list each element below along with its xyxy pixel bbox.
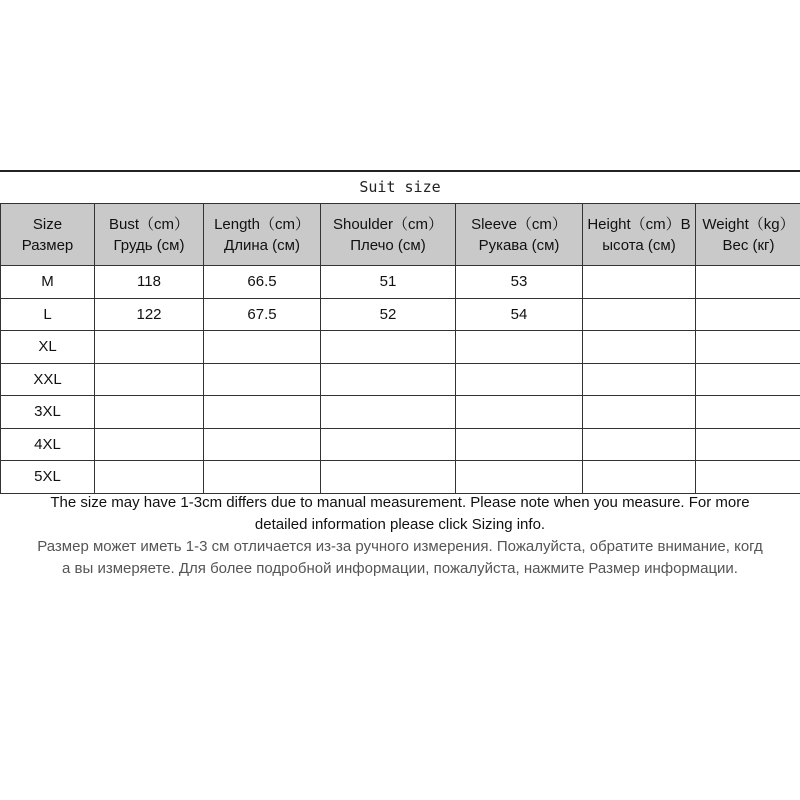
table-cell: 122 (95, 298, 204, 331)
header-label-en: Sleeve（cm） (471, 215, 567, 233)
table-cell (456, 363, 583, 396)
table-cell (696, 363, 800, 396)
table-cell: 5XL (1, 461, 95, 494)
table-row (1, 331, 800, 364)
table-cell: 67.5 (204, 298, 321, 331)
note-line: detailed information please click Sizing info. (254, 516, 546, 533)
table-cell (583, 461, 696, 494)
table-cell (95, 363, 204, 396)
header-label-ru: Вес (кг) (722, 236, 775, 254)
table-cell (583, 298, 696, 331)
table-cell (321, 461, 456, 494)
header-label-en: Height（cm）B (587, 215, 691, 233)
header-cell (95, 204, 204, 266)
table-cell: XXL (1, 363, 95, 396)
table-row (1, 363, 800, 396)
table-cell (95, 396, 204, 429)
table-cell: 53 (456, 266, 583, 299)
table-cell (95, 461, 204, 494)
table-cell (456, 396, 583, 429)
table-cell (95, 331, 204, 364)
table-cell (321, 396, 456, 429)
table-cell: L (1, 298, 95, 331)
header-label-ru: Размер (21, 236, 74, 254)
table-cell (583, 363, 696, 396)
header-cell (583, 204, 696, 266)
table-cell (204, 428, 321, 461)
table-cell: 4XL (1, 428, 95, 461)
table-cell (204, 363, 321, 396)
header-label-ru: Грудь (см) (113, 236, 185, 254)
table-cell (583, 266, 696, 299)
table-cell: M (1, 266, 95, 299)
table-cell (696, 298, 800, 331)
table-row (1, 461, 800, 494)
header-cell (696, 204, 800, 266)
table-row (1, 266, 800, 299)
header-label-en: Bust（cm） (108, 215, 189, 233)
header-label-en: Size (32, 215, 63, 233)
table-cell: 52 (321, 298, 456, 331)
header-label-en: Length（cm） (214, 215, 310, 233)
header-label-ru: Плечо (см) (350, 236, 426, 254)
header-cell (1, 204, 95, 266)
table-cell: 118 (95, 266, 204, 299)
table-cell (321, 331, 456, 364)
table-row (1, 428, 800, 461)
table-cell (696, 266, 800, 299)
header-label-ru: Длина (см) (224, 236, 300, 254)
table-cell (456, 428, 583, 461)
header-cell (321, 204, 456, 266)
header-label-ru: ысота (см) (602, 236, 676, 254)
header-cell (204, 204, 321, 266)
table-cell (583, 396, 696, 429)
table-cell (321, 428, 456, 461)
table-cell: 54 (456, 298, 583, 331)
table-cell (95, 428, 204, 461)
table-cell: 51 (321, 266, 456, 299)
table-cell (321, 363, 456, 396)
header-row (1, 204, 800, 266)
table-cell (204, 461, 321, 494)
note-line: а вы измеряете. Для более подробной информации, пожалуйста, нажмите Размер информации. (62, 560, 738, 577)
table-cell (696, 331, 800, 364)
header-label-ru: Рукава (см) (478, 236, 560, 254)
table-row (1, 298, 800, 331)
note-line: The size may have 1-3cm differs due to manual measurement. Please note when you measure. For more (50, 494, 750, 511)
note-line: Размер может иметь 1-3 см отличается из-за ручного измерения. Пожалуйста, обратите внимание, когд (37, 538, 763, 555)
table-title: Suit size (359, 178, 441, 196)
table-cell: 3XL (1, 396, 95, 429)
note-russian (0, 536, 800, 580)
table-cell (456, 331, 583, 364)
header-cell (456, 204, 583, 266)
table-cell: XL (1, 331, 95, 364)
table-cell (204, 396, 321, 429)
table-cell (696, 428, 800, 461)
table-cell: 66.5 (204, 266, 321, 299)
table-cell (583, 428, 696, 461)
table-cell (696, 461, 800, 494)
table-cell (456, 461, 583, 494)
table-cell (204, 331, 321, 364)
table-cell (696, 396, 800, 429)
table-cell (583, 331, 696, 364)
note-english (0, 492, 800, 536)
header-label-en: Weight（kg） (702, 215, 795, 233)
table-row (1, 396, 800, 429)
size-table (0, 203, 800, 494)
header-label-en: Shoulder（cm） (332, 215, 444, 233)
